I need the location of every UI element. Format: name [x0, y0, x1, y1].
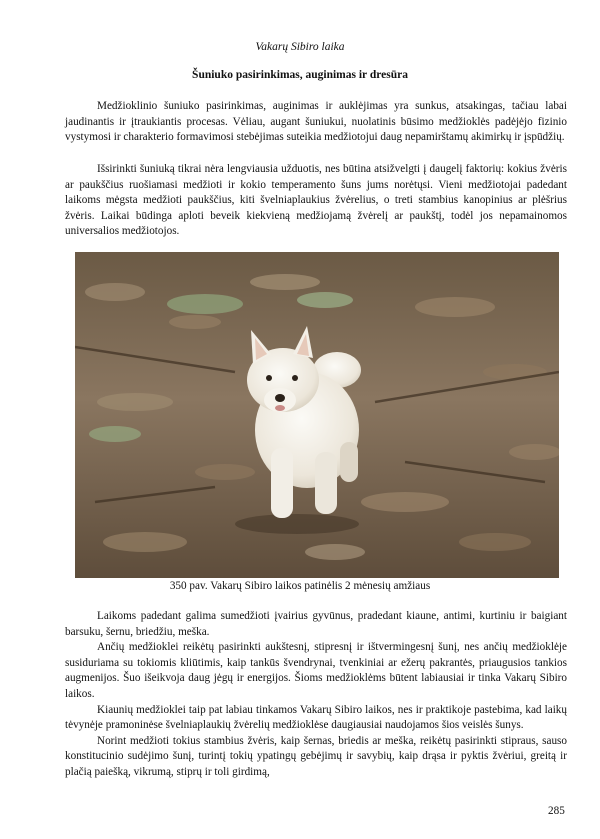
puppy-photo	[75, 252, 559, 578]
paragraph: Laikoms padedant galima sumedžioti įvairius gyvūnus, pradedant kiaune, antimi, kurtiniu ir baigiant barsuku, šernu, briedžiu, meška.	[65, 610, 567, 638]
section-title: Šuniuko pasirinkimas, auginimas ir dresūra	[192, 69, 408, 81]
page-number: 285	[548, 805, 565, 817]
figure-caption: 350 pav. Vakarų Sibiro laikos patinėlis 2 mėnesių amžiaus	[169, 580, 431, 592]
paragraph: Kiaunių medžioklei taip pat labiau tinkamos Vakarų Sibiro laikos, nes ir praktikoje pastebima, kad laikų tėvynėje pramoninėse švelniaplaukių žvėrelių medžioklėse daugiausiai naudojamos šios veislės šunys.	[65, 703, 567, 732]
paragraph: Ančių medžioklei reikėtų pasirinkti aukštesnį, stipresnį ir ištvermingesnį šunį, nes ančių medžioklėje susiduriama su tokiomis kliūtimis, kaip tankūs švendrynai, tvenkiniai ar ežerų pakrantės, priaugusios tankios augmenijos. Šuo išeikvoja daug jėgų ir energijos. Šioms medžioklėms būtent labiausiai ir tinka Vakarų Sibiro laikos.	[65, 641, 567, 700]
paragraph: Išsirinkti šuniuką tikrai nėra lengviausia užduotis, nes būtina atsižvelgti į daugelį faktorių: kokius žvėris ar paukščius ruošiamasi medžioti ir kokio temperamento šuns jums norėtųsi. Vieni medžiotojai padedant laikoms mėgsta medžioti paukščius, kiti švelniaplaukius žvėrelius, o treti stambius kanopinius ar plėšrius žvėris. Laikai būdinga aploti beveik kiekvieną medžiojamą žvėrelį ar paukštį, todėl jos nepamainomos universalios medžiotojos.	[65, 163, 567, 238]
running-header: Vakarų Sibiro laika	[255, 41, 345, 53]
paragraph-block-top	[65, 99, 567, 146]
paragraph: Norint medžioti tokius stambius žvėris, kaip šernas, briedis ar meška, reikėtų pasirinkti stipraus, sauso konstitucinio sudėjimo šunį, turintį tokių ypatingų gebėjimų ir savybių, kaip drąsa ir pyktis žvėriui, greitą ir plačią paiešką, vikrumą, stiprų ir toli girdimą,	[65, 734, 567, 778]
paragraph-block-bottom	[65, 609, 567, 781]
paragraph: Medžioklinio šuniuko pasirinkimas, auginimas ir auklėjimas yra sunkus, atsakingas, tačiau labai jaudinantis ir įtraukiantis procesas. Vėliau, augant šuniukui, nuolatinis būsimo medžioklės padėjėjo fizinio vystymosi ir charakterio formavimosi stebėjimas suteikia medžiotojui daug nepamirštamų akimirkų ir įspūdžių.	[65, 100, 567, 144]
paragraph-block-top-2	[65, 162, 567, 240]
